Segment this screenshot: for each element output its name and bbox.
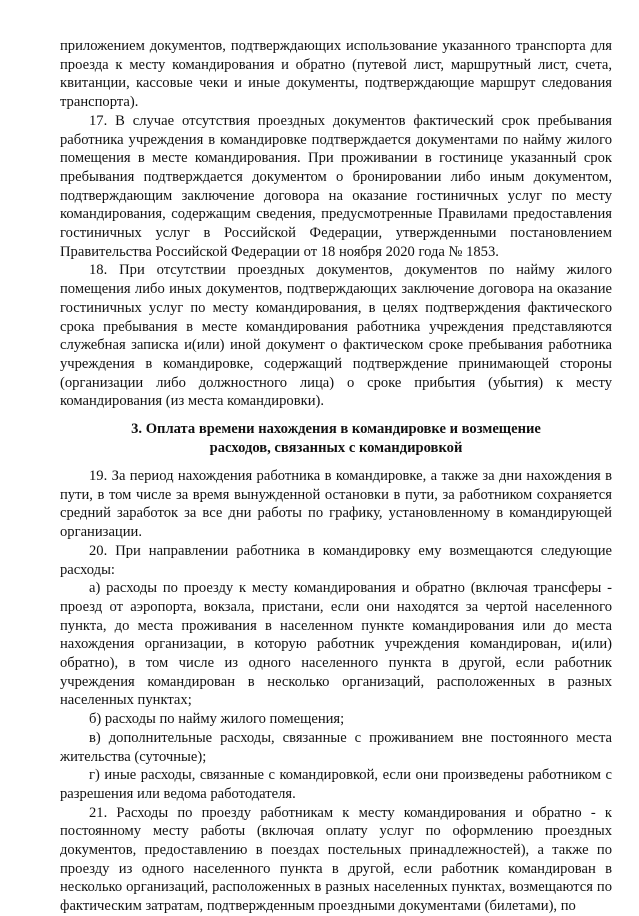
paragraph-20: 20. При направлении работника в командировку ему возмещаются следующие расходы: xyxy=(60,542,612,578)
section-heading-line-2: расходов, связанных с командировкой xyxy=(209,439,463,456)
paragraph-17: 17. В случае отсутствия проездных документов фактический срок пребывания работника учреждения в командировке подтверждается документами по найму жилого помещения в месте командирования. При проживании в гостинице указанный срок пребывания подтверждается документом о бронировании либо иным документом, подтверждающим заключение договора на оказание гостиничных услуг по месту командирования, содержащим сведения, предусмотренные Правилами предоставления гостиничных услуг в Российской Федерации, утвержденными постановлением Правительства Российской Федерации от 18 ноября 2020 года № 1853. xyxy=(60,112,612,260)
paragraph-21: 21. Расходы по проезду работникам к месту командирования и обратно - к постоянному месту работы (включая оплату услуг по оформлению проездных документов, предоставлению в поездах постельных принадлежностей), а также по проезду из одного населенного пункта в другой, если работник командирован в несколько организаций, расположенных в разных населенных пунктах, возмещаются по фактическим затратам, подтвержденным проездными документами (билетами), по xyxy=(60,804,612,915)
section-heading xyxy=(60,420,612,457)
paragraph-continuation: приложением документов, подтверждающих использование указанного транспорта для проезда к месту командирования и обратно (путевой лист, маршрутный лист, счета, квитанции, кассовые чеки и иные документы, подтверждающие маршрут следования транспорта). xyxy=(60,38,612,111)
paragraph-18: 18. При отсутствии проездных документов, документов по найму жилого помещения либо иных документов, подтверждающих заключение договора на оказание гостиничных услуг по месту командирования, в целях подтверждения фактического срока пребывания в месте командирования работника учреждения представляются служебная записка и(или) иной документ о фактическом сроке пребывания работника учреждения в командировке, содержащий подтверждение принимающей стороны (организации либо должностного лица) о сроке прибытия (убытия) к месту командирования (из места командировки). xyxy=(60,262,612,410)
document-text-bottom xyxy=(60,467,612,916)
document-text-top xyxy=(60,37,612,411)
paragraph-20-item-a: а) расходы по проезду к месту командирования и обратно (включая трансферы - проезд от аэропорта, вокзала, пристани, если они находятся за чертой населенного пункта, до места проживания в населенном пункте командирования или до места нахождения организации, в которую работник учреждения командирован, и(или) обратно), в том числе из одного населенного пункта в другой, если работник учреждения командирован в несколько организаций, расположенных в разных населенных пунктах; xyxy=(60,580,612,709)
paragraph-19: 19. За период нахождения работника в командировке, а также за дни нахождения в пути, в том числе за время вынужденной остановки в пути, за работником сохраняется средний заработок за все дни работы по графику, установленному в командирующей организации. xyxy=(60,468,612,541)
section-heading-line-1: 3. Оплата времени нахождения в командировке и возмещение xyxy=(131,421,541,437)
paragraph-20-item-v: в) дополнительные расходы, связанные с проживанием вне постоянного места жительства (суточные); xyxy=(60,729,612,765)
paragraph-20-item-g: г) иные расходы, связанные с командировкой, если они произведены работником с разрешения или ведома работодателя. xyxy=(60,767,612,802)
paragraph-20-item-b: б) расходы по найму жилого помещения; xyxy=(89,711,345,728)
